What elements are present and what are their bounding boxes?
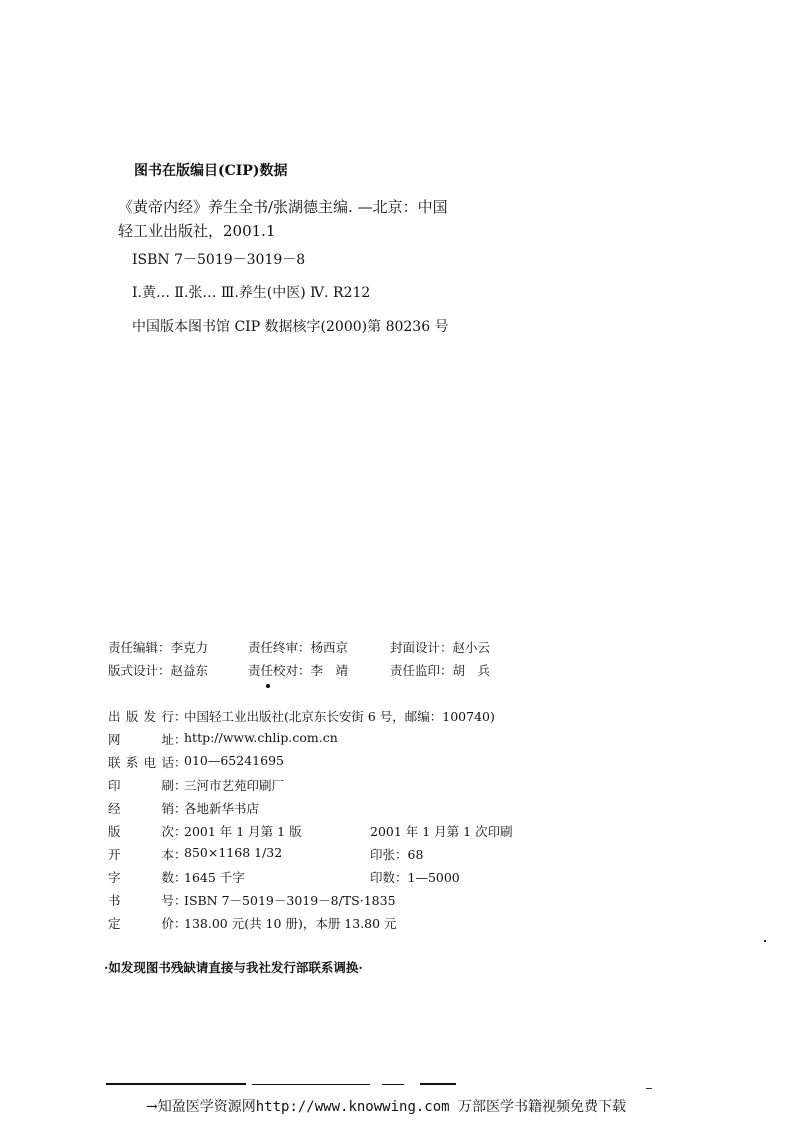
- cip-isbn: ISBN 7－5019－3019－8: [132, 252, 306, 268]
- bottom-rule: [382, 1084, 404, 1085]
- pub-label: 出版发行: [108, 709, 174, 724]
- staff-cover-design: 封面设计：赵小云: [390, 640, 491, 655]
- pub-label: 印刷: [108, 778, 174, 793]
- pub-value: http://www.chlip.com.cn: [184, 730, 338, 745]
- pub-value: 850×1168 1/32: [184, 845, 283, 860]
- pub-value: 各地新华书店: [184, 801, 260, 816]
- pub-value-secondary: 印张：68: [370, 847, 424, 862]
- pub-value: 1645 千字: [184, 870, 245, 885]
- copyright-page: 图书在版编目(CIP)数据 《黄帝内经》养生全书/张湖德主编. —北京：中国 轻工业出版社，2001.1 ISBN 7－5019－3019－8 Ⅰ.黄… Ⅱ.张… Ⅲ.养生(中医) Ⅳ. R212 中国版本图书馆 CIP 数据核字(2000)第 80236 号 责任编辑：李克力 责任终审：杨西京 封面设计：赵小云 版式设计：赵益东 责任校对：李 靖 责任监印：胡 兵 出版发行 ： 中国轻工业出版社(北京东长安街 6 号，邮编：100740) 网址 ： http://www.chlip.com.cn 联系电话 ： 010—65241695 印刷 ： 三河市艺苑印刷厂 经销 ： 各地新华书店 版次 ： 2001 年 1 月第 1 版 2001 年 1 月第 1 次印刷 开本 ： 850×1168 1/32 印张：68 字数 ： 1645 千字 印数：1—5000 书号 ： ISBN 7－5019－3019－8/TS·1835 定价 ： 138.00 元(共 10 册)，本册 13.80 元 ·如发现图书残缺请直接与我社发行部联系调换· →知盈医学资源网http://www.knowwing.com 万部医学书籍视频免费下载: [0, 0, 793, 1122]
- footer-url[interactable]: http://www.knowwing.com: [255, 1099, 450, 1115]
- bottom-rule: [252, 1084, 370, 1085]
- pub-value: 138.00 元(共 10 册)，本册 13.80 元: [184, 916, 397, 931]
- staff-row-2: [108, 661, 490, 679]
- pub-value: 010—65241695: [184, 753, 284, 768]
- pub-value: 2001 年 1 月第 1 版: [184, 824, 302, 839]
- scan-speck: [764, 940, 766, 942]
- defect-notice: ·如发现图书残缺请直接与我社发行部联系调换·: [104, 960, 363, 975]
- pub-label: 书号: [108, 893, 174, 908]
- bottom-rule: [420, 1083, 456, 1085]
- pub-label: 联系电话: [108, 755, 174, 770]
- cip-classifications: Ⅰ.黄… Ⅱ.张… Ⅲ.养生(中医) Ⅳ. R212: [132, 285, 371, 301]
- pub-value: 三河市艺苑印刷厂: [184, 778, 285, 793]
- separator-dot: [266, 684, 270, 688]
- pub-label: 字数: [108, 870, 174, 885]
- footer-watermark: [146, 1096, 626, 1116]
- pub-value-secondary: 印数：1—5000: [370, 870, 460, 885]
- pub-label: 网址: [108, 732, 174, 747]
- pub-label: 版次: [108, 824, 174, 839]
- staff-layout-design: 版式设计：赵益东: [108, 663, 209, 678]
- pub-value-secondary: 2001 年 1 月第 1 次印刷: [370, 824, 513, 839]
- scan-speck: [646, 1088, 652, 1089]
- pub-label: 经销: [108, 801, 174, 816]
- cip-title: 图书在版编目(CIP)数据: [134, 163, 288, 179]
- footer-slogan: 万部医学书籍视频免费下载: [458, 1099, 627, 1115]
- pub-label: 定价: [108, 916, 174, 931]
- pub-value: 中国轻工业出版社(北京东长安街 6 号，邮编：100740): [184, 709, 495, 724]
- bottom-rule: [106, 1083, 246, 1085]
- pub-value: ISBN 7－5019－3019－8/TS·1835: [184, 893, 396, 908]
- staff-editor: 责任编辑：李克力: [108, 640, 209, 655]
- staff-proofreader: 责任校对：李 靖: [248, 663, 349, 678]
- cip-record-line-2: 轻工业出版社，2001.1: [118, 222, 276, 240]
- footer-arrow: →: [146, 1099, 158, 1115]
- cip-catalog-number: 中国版本图书馆 CIP 数据核字(2000)第 80236 号: [132, 319, 449, 335]
- staff-row-1: [108, 638, 490, 656]
- staff-print-supervisor: 责任监印：胡 兵: [390, 663, 491, 678]
- staff-final-review: 责任终审：杨西京: [248, 640, 349, 655]
- pub-label: 开本: [108, 847, 174, 862]
- cip-record-line-1: 《黄帝内经》养生全书/张湖德主编. —北京：中国: [118, 198, 448, 216]
- footer-site-name: 知盈医学资源网: [157, 1099, 256, 1115]
